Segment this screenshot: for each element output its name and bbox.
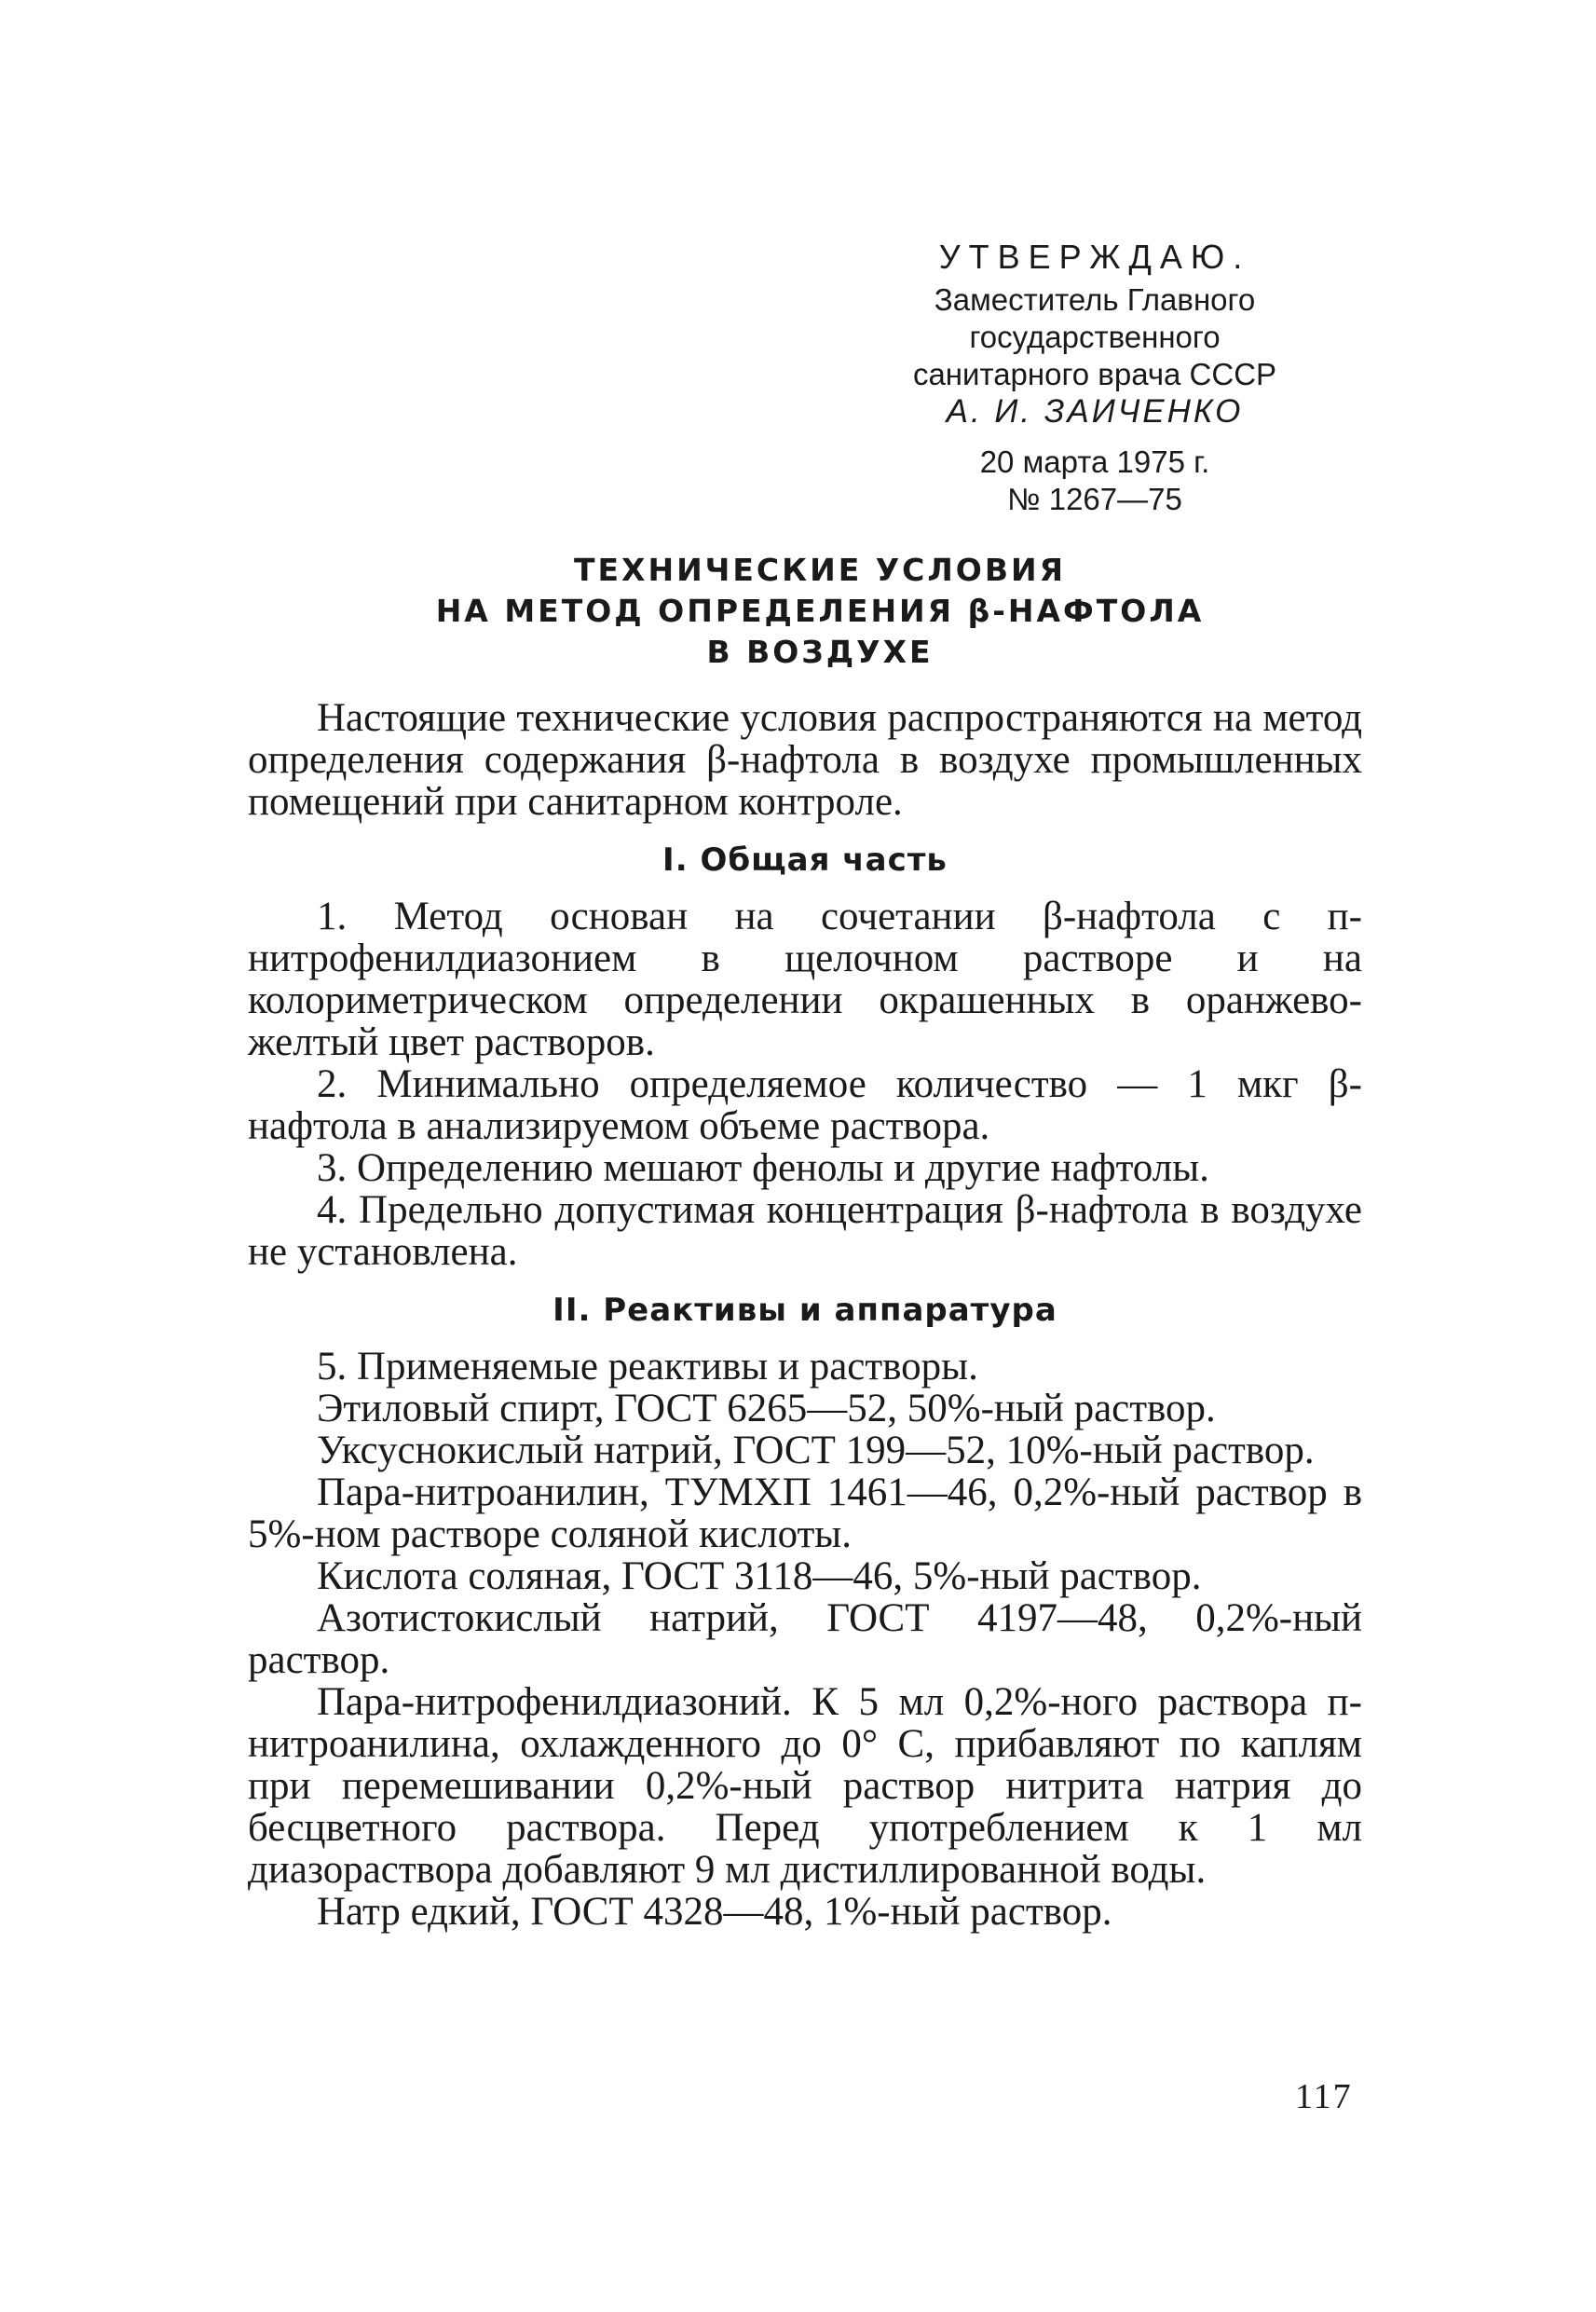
approval-position-line-2: государственного bbox=[969, 320, 1221, 354]
section-1-item-1: 1. Метод основан на сочетании β-нафтола с п-нитрофенилдиазонием в щелочном растворе и на колориметрическом определении окрашенных в оранжево-желтый цвет растворов. bbox=[248, 895, 1362, 1064]
section-1-item-4: 4. Предельно допустимая концентрация β-нафтола в воздухе не установлена. bbox=[248, 1188, 1362, 1274]
section-2-item-4: Пара-нитроанилин, ТУМХП 1461—46, 0,2%-ный раствор в 5%-ном растворе соляной кислоты. bbox=[248, 1471, 1362, 1556]
section-1-item-2: 2. Минимально определяемое количество — 1 мкг β-нафтола в анализируемом объеме раствора. bbox=[248, 1062, 1362, 1148]
approval-position-line-3: санитарного врача СССР bbox=[912, 357, 1277, 391]
section-2-item-7: Пара-нитрофенилдиазоний. К 5 мл 0,2%-ного раствора п-нитроанилина, охлажденного до 0° С, прибавляют по каплям при перемешивании 0,2%-ный раствор нитрита натрия до бесцветного раствора. Перед употреблением к 1 мл диазораствора добавляют 9 мл дистиллированной воды. bbox=[248, 1680, 1362, 1892]
section-2-item-3: Уксуснокислый натрий, ГОСТ 199—52, 10%-ный раствор. bbox=[317, 1429, 1315, 1472]
approval-block bbox=[876, 239, 1314, 518]
approval-number: № 1267—75 bbox=[1007, 482, 1182, 516]
section-2-item-5: Кислота соляная, ГОСТ 3118—46, 5%-ный раствор. bbox=[317, 1554, 1202, 1598]
approval-stamp: УТВЕРЖДАЮ. bbox=[938, 238, 1251, 276]
page-number: 117 bbox=[1295, 2077, 1353, 2116]
section-2-item-1: 5. Применяемые реактивы и растворы. bbox=[317, 1345, 978, 1389]
approval-signer: А. И. ЗАИЧЕНКО bbox=[946, 393, 1244, 430]
approval-date: 20 марта 1975 г. bbox=[979, 445, 1210, 479]
section-1-heading: I. Общая часть bbox=[662, 841, 948, 879]
title-line-2: НА МЕТОД ОПРЕДЕЛЕНИЯ β-НАФТОЛА bbox=[435, 593, 1205, 629]
document-body bbox=[248, 697, 1362, 1933]
intro-paragraph: Настоящие технические условия распространяются на метод определения содержания β-нафтола в воздухе промышленных помещений при санитарном контроле. bbox=[248, 696, 1362, 824]
section-2-item-6: Азотистокислый натрий, ГОСТ 4197—48, 0,2%-ный раствор. bbox=[248, 1596, 1362, 1682]
approval-position-line-1: Заместитель Главного bbox=[934, 282, 1256, 317]
section-2-item-8: Натр едкий, ГОСТ 4328—48, 1%-ный раствор. bbox=[317, 1890, 1112, 1934]
title-line-3: В ВОЗДУХЕ bbox=[706, 634, 934, 670]
document-title bbox=[354, 550, 1286, 673]
section-2-heading: II. Реактивы и аппаратура bbox=[552, 1292, 1057, 1329]
title-line-1: ТЕХНИЧЕСКИЕ УСЛОВИЯ bbox=[573, 552, 1067, 588]
section-2-item-2: Этиловый спирт, ГОСТ 6265—52, 50%-ный раствор. bbox=[317, 1387, 1216, 1430]
section-1-item-3: 3. Определению мешают фенолы и другие нафтолы. bbox=[317, 1146, 1209, 1190]
